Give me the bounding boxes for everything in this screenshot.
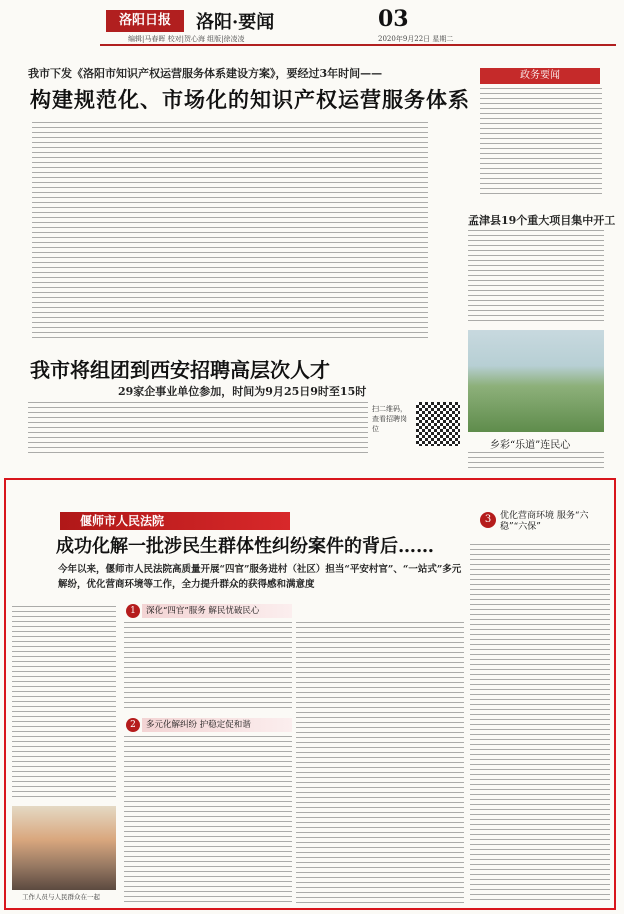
section-2-title: 多元化解纠纷 护稳定促和谐	[146, 720, 251, 730]
group-photo-caption: 工作人员与人民群众在一起	[22, 893, 100, 901]
page-number: 03	[378, 6, 409, 32]
feature-lead: 今年以来，偃师市人民法院高质量开展“四官”服务进村（社区）担当“平安村官”、“一站式”多元解纷，优化营商环境等工作，全力提升群众的获得感和满意度	[58, 564, 462, 590]
river-photo	[468, 330, 604, 432]
editors-line: 编辑|马春晖 校对|贺心海 组版|徐凌凌	[128, 35, 245, 43]
sidebar-article-body	[468, 230, 604, 322]
sidebar-header: 政务要闻	[480, 68, 600, 84]
article-headline: 构建规范化、市场化的知识产权运营服务体系	[30, 87, 470, 112]
sidebar-headline: 孟津县19个重大项目集中开工	[468, 214, 616, 227]
court-label: 偃师市人民法院	[80, 514, 165, 528]
feature-right-column	[470, 544, 610, 904]
newspaper-logo: 洛阳日报	[106, 10, 184, 32]
article-body-2	[28, 402, 368, 456]
article-body	[32, 122, 428, 340]
header-rule	[100, 44, 616, 46]
sidebar-body	[480, 88, 602, 194]
qr-code-icon[interactable]	[416, 402, 460, 446]
article-headline-2: 我市将组团到西安招聘高层次人才	[30, 358, 330, 382]
masthead	[0, 0, 624, 42]
article-kicker: 我市下发《洛阳市知识产权运营服务体系建设方案》，要经过3年时间——	[28, 67, 383, 80]
section-3-title: 优化营商环境 服务“六稳”“六保”	[500, 511, 589, 532]
feature-headline: 成功化解一批涉民生群体性纠纷案件的背后……	[56, 536, 434, 557]
photo-caption-body	[468, 452, 604, 472]
qr-label: 扫二维码，查看招聘岗位	[372, 405, 407, 433]
article-subtitle-2: 29家企事业单位参加，时间为9月25日9时至15时	[118, 385, 367, 398]
feature-left-column	[12, 606, 116, 800]
section-3-number: 3	[480, 512, 496, 528]
section-title: 洛阳·要闻	[196, 12, 275, 33]
section-1-body	[124, 622, 292, 712]
section-1-number: 1	[126, 604, 140, 618]
section-2-number: 2	[126, 718, 140, 732]
photo-caption: 乡彩“乐道”连民心	[490, 440, 571, 451]
group-photo	[12, 806, 116, 890]
section-2-body	[124, 736, 292, 904]
section-center-column	[296, 622, 464, 904]
section-1-title: 深化“四官”服务 解民忧破民心	[146, 606, 260, 616]
date-line: 2020年9月22日 星期二	[378, 35, 454, 43]
